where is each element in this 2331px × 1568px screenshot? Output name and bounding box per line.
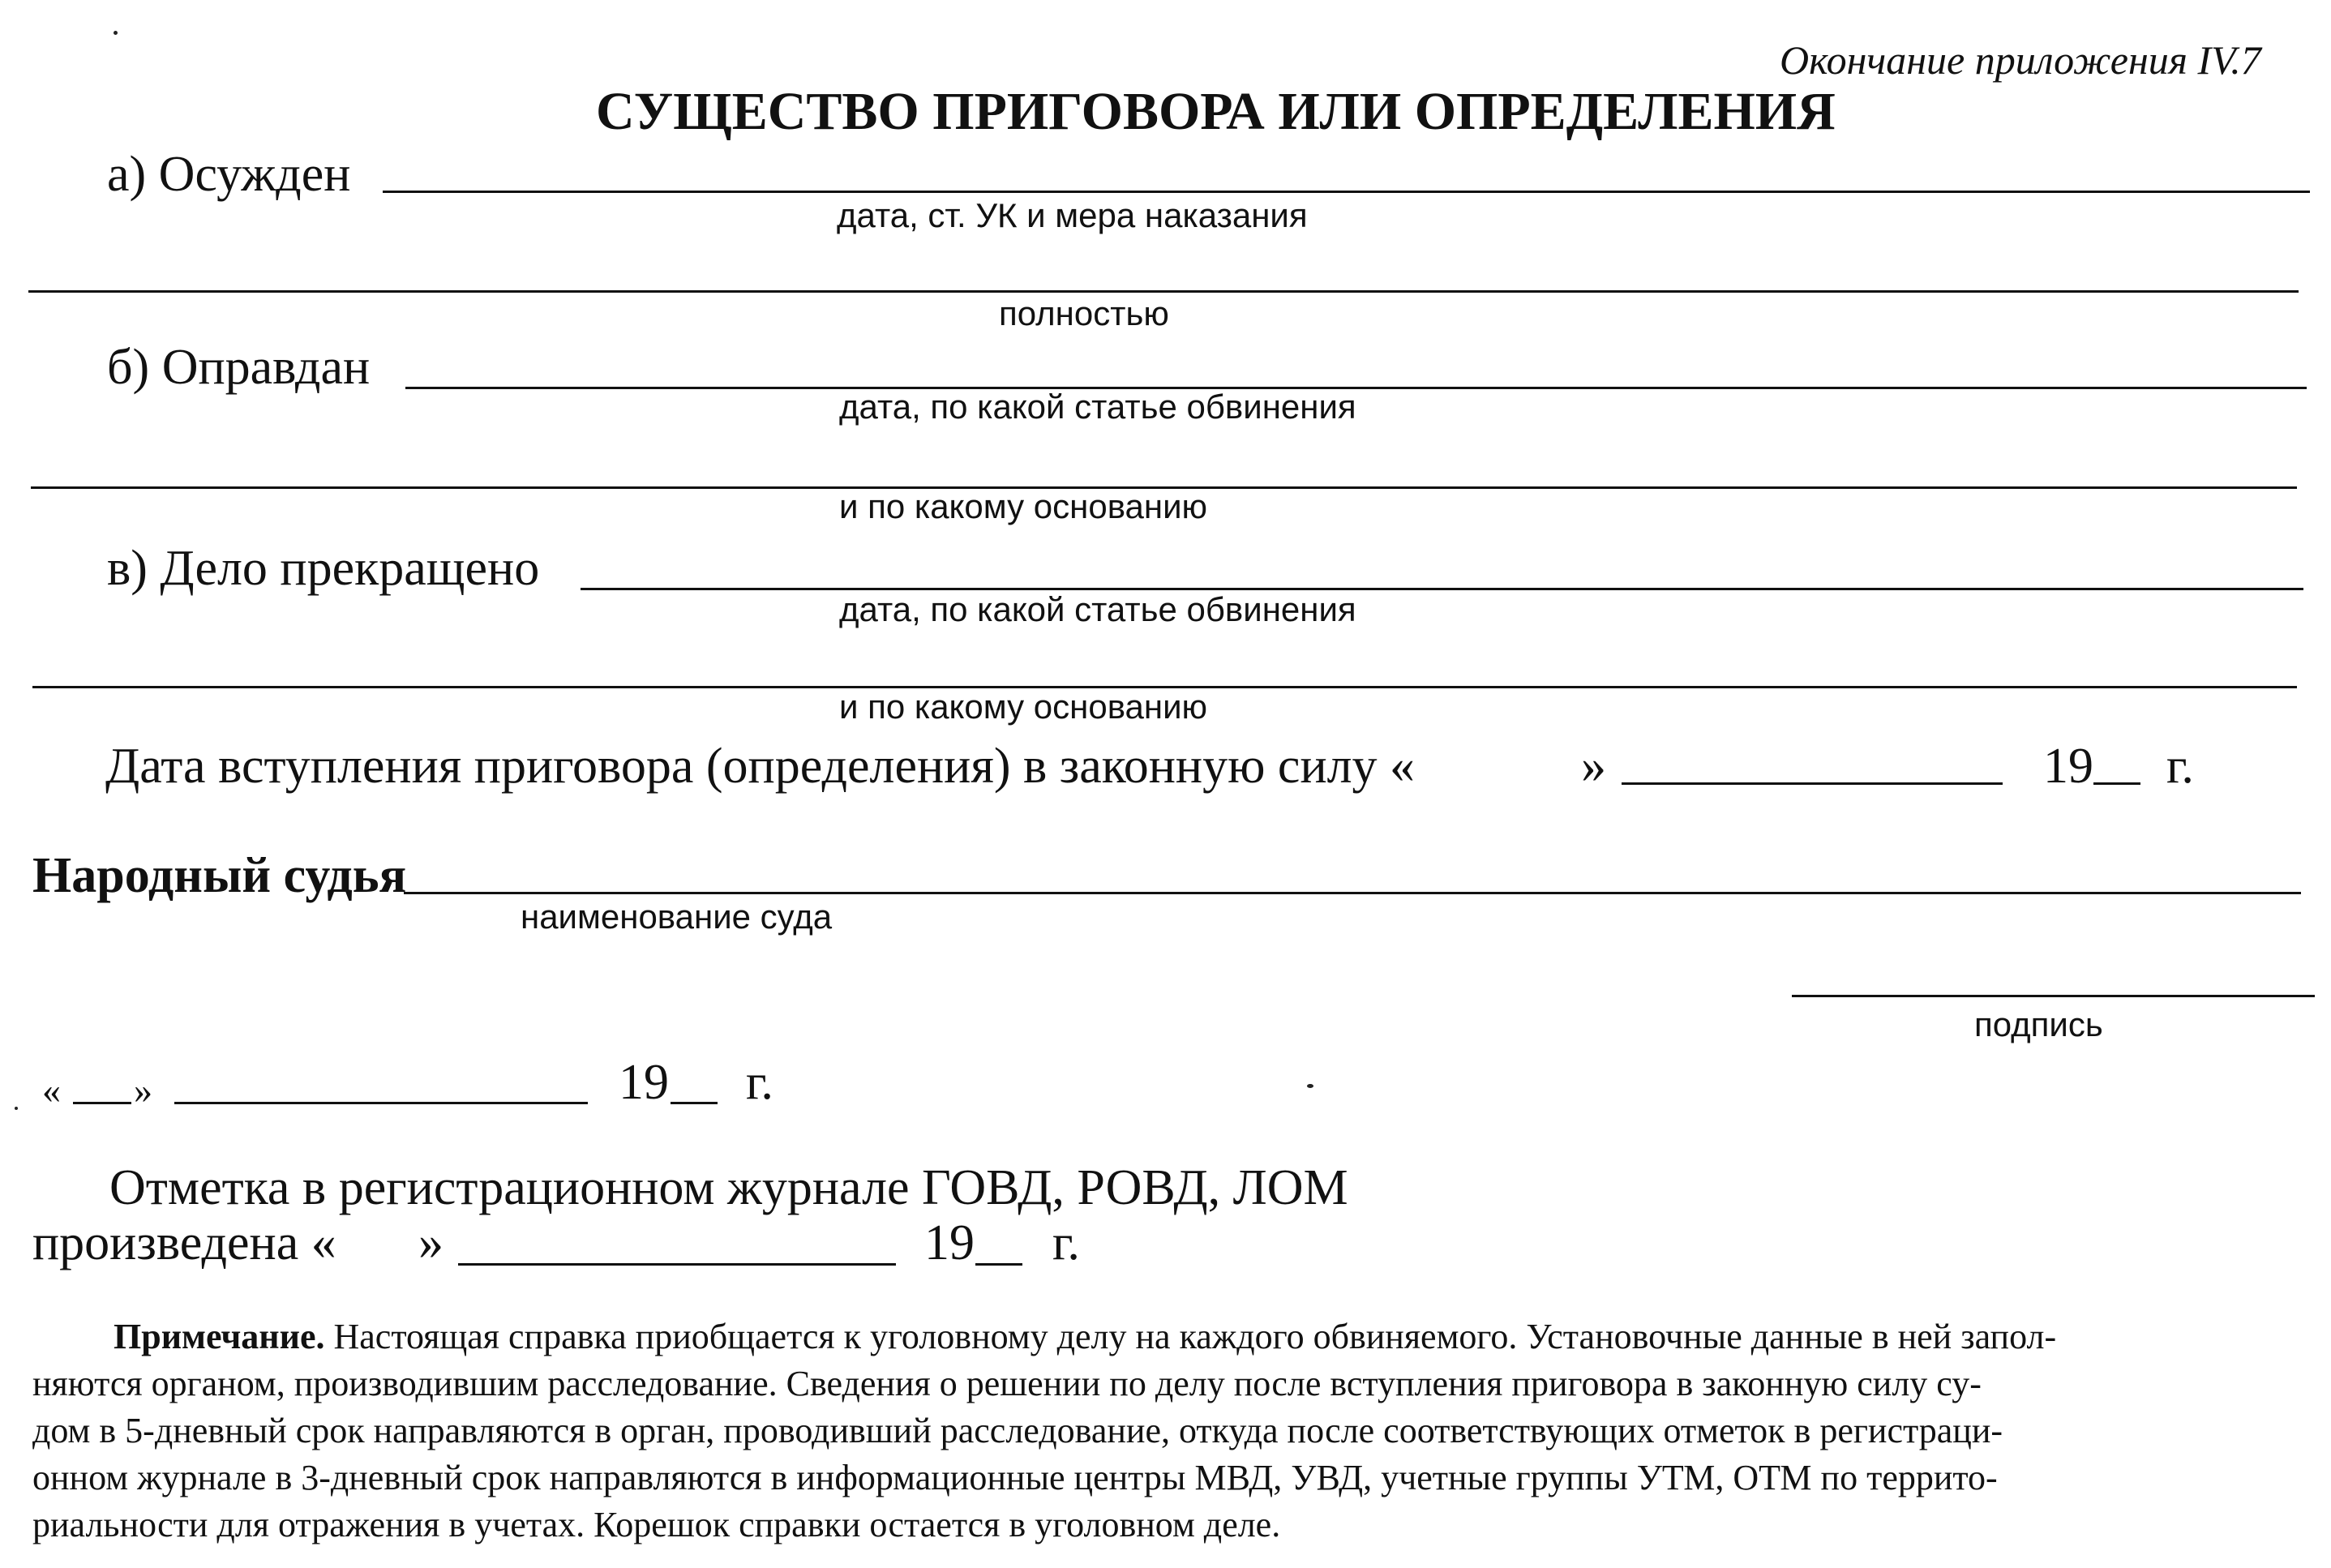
date-year-suffix: г. bbox=[746, 1055, 773, 1110]
page-title: СУЩЕСТВО ПРИГОВОРА ИЛИ ОПРЕДЕЛЕНИЯ bbox=[596, 82, 1836, 141]
registration-line-2-label: произведена « bbox=[32, 1215, 336, 1270]
judge-label: Народный судья bbox=[32, 848, 407, 903]
scan-speck bbox=[114, 31, 118, 35]
registration-quote-close: » bbox=[418, 1215, 443, 1270]
registration-year-prefix: 19 bbox=[924, 1215, 975, 1270]
note-line-2: няются органом, производившим расследование. Сведения о решении по делу после вступления приговора в законную силу су- bbox=[32, 1364, 1982, 1403]
section-a-label: а) Осужден bbox=[107, 147, 351, 202]
date-year-field[interactable] bbox=[671, 1102, 718, 1104]
section-b-hint-2: и по какому основанию bbox=[839, 487, 1208, 525]
note-block bbox=[32, 1313, 2311, 1549]
signature-field[interactable] bbox=[1792, 995, 2315, 997]
section-a-hint-1: дата, ст. УК и мера наказания bbox=[837, 196, 1308, 234]
effective-date-month-field[interactable] bbox=[1622, 782, 2003, 785]
note-line-3: дом в 5-дневный срок направляются в орган, проводивший расследование, откуда после соответствующих отметок в регистраци- bbox=[32, 1411, 2003, 1450]
registration-year-suffix: г. bbox=[1052, 1215, 1080, 1270]
date-year-prefix: 19 bbox=[619, 1055, 669, 1110]
section-a-hint-2: полностью bbox=[999, 294, 1169, 332]
registration-month-field[interactable] bbox=[458, 1263, 896, 1266]
section-c-label: в) Дело прекращено bbox=[107, 541, 540, 596]
date-quote-open: « bbox=[42, 1069, 61, 1111]
scan-speck bbox=[15, 1107, 18, 1110]
effective-date-quote-close: » bbox=[1581, 739, 1606, 794]
effective-date-year-prefix: 19 bbox=[2043, 739, 2093, 794]
court-name-hint: наименование суда bbox=[521, 898, 833, 936]
note-heading: Примечание. bbox=[114, 1317, 325, 1356]
date-quote-close: » bbox=[134, 1069, 152, 1111]
note-line-4: онном журнале в 3-дневный срок направляются в информационные центры МВД, УВД, учетные группы УТМ, ОТМ по террито- bbox=[32, 1458, 1998, 1497]
section-c-hint-2: и по какому основанию bbox=[839, 688, 1208, 726]
section-b-hint-1: дата, по какой статье обвинения bbox=[839, 388, 1356, 426]
signature-hint: подпись bbox=[1974, 1005, 2103, 1043]
effective-date-year-field[interactable] bbox=[2093, 782, 2140, 785]
effective-date-label: Дата вступления приговора (определения) в законную силу « bbox=[105, 739, 1416, 794]
date-month-field[interactable] bbox=[174, 1102, 588, 1104]
section-a-field-2[interactable] bbox=[28, 290, 2299, 293]
scan-speck bbox=[1307, 1084, 1313, 1088]
note-line-5: риальности для отражения в учетах. Корешок справки остается в уголовном деле. bbox=[32, 1505, 1281, 1544]
judge-field[interactable] bbox=[404, 892, 2301, 894]
registration-line-1: Отметка в регистрационном журнале ГОВД, РОВД, ЛОМ bbox=[109, 1160, 1348, 1215]
section-a-field-1[interactable] bbox=[383, 191, 2310, 193]
section-b-label: б) Оправдан bbox=[107, 340, 371, 395]
note-line-1-text: Настоящая справка приобщается к уголовному делу на каждого обвиняемого. Установочные данные в ней запол- bbox=[333, 1317, 2057, 1356]
effective-date-year-suffix: г. bbox=[2166, 739, 2194, 794]
date-day-field[interactable] bbox=[73, 1102, 131, 1104]
note-line-1 bbox=[32, 1313, 2311, 1360]
section-c-hint-1: дата, по какой статье обвинения bbox=[839, 590, 1356, 628]
registration-year-field[interactable] bbox=[975, 1263, 1022, 1266]
appendix-note: Окончание приложения IV.7 bbox=[1780, 37, 2261, 83]
